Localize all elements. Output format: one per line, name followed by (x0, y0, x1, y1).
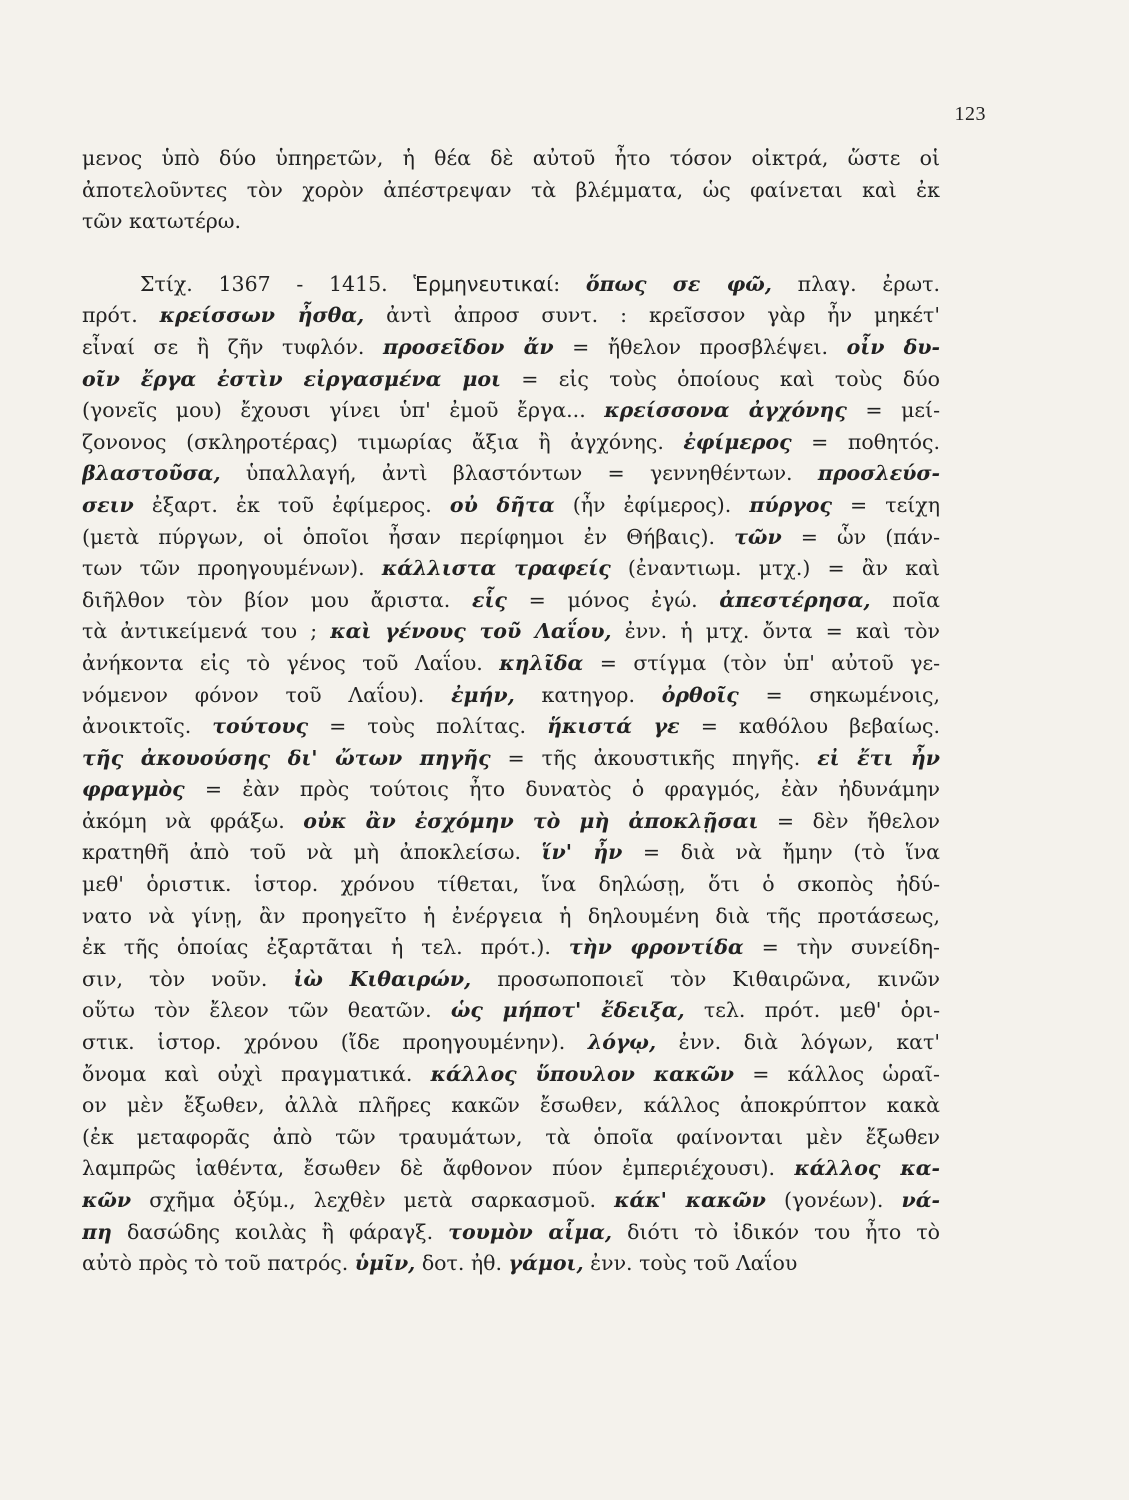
text-run: = τοὺς πολίτας. (308, 714, 548, 739)
lemma-term: ὀρθοῖς (661, 682, 739, 707)
text-run: διότι τὸ ἰδικόν του ἦτο τὸ (612, 1219, 940, 1244)
text-line (82, 269, 940, 301)
text-run: αὐτὸ πρὸς τὸ τοῦ πατρός. (82, 1251, 355, 1276)
text-line (82, 1248, 940, 1280)
lemma-term: κηλῖδα (499, 650, 584, 675)
text-run: (ἦν ἐφίμερος). (554, 492, 750, 517)
text-run: = τείχη (831, 492, 940, 517)
lemma-term: τῶν (734, 524, 782, 549)
text-line (82, 364, 940, 396)
lemma-term: ἥκιστά γε (547, 714, 680, 739)
lemma-term: γάμοι, (508, 1251, 584, 1276)
text-run: (ἐκ μεταφορᾶς ἀπὸ τῶν τραυμάτων, τὰ ὁποῖα φαίνονται μὲν ἔξωθεν (82, 1124, 940, 1149)
lemma-term: ὅπως σε φῶ, (585, 271, 772, 296)
text-run: μεθ' ὁριστικ. ἱστορ. χρόνου τίθεται, ἵνα δηλώσῃ, ὅτι ὁ σκοπὸς ἠδύ- (82, 872, 940, 897)
paragraph-gap (82, 238, 940, 269)
text-run: = διὰ νὰ ἤμην (τὸ ἵνα (622, 840, 940, 865)
text-run: = μόνος ἐγώ. (506, 587, 720, 612)
text-line (82, 585, 940, 617)
text-line (82, 427, 940, 459)
text-line (82, 206, 940, 238)
text-run: κρατηθῆ ἀπὸ τοῦ νὰ μὴ ἀποκλείσω. (82, 840, 542, 865)
page-number: 123 (954, 103, 986, 125)
lemma-term: οἶν δυ- (846, 334, 940, 359)
lemma-term: προσεῖδον ἄν (383, 334, 554, 359)
text-run: δασώδης κοιλὰς ἢ φάραγξ. (111, 1219, 449, 1244)
text-run: = στίγμα (τὸν ὑπ' αὐτοῦ γε- (583, 650, 940, 675)
text-run: = κάλλος ὡραῖ- (734, 1061, 940, 1086)
lemma-term: λόγῳ, (587, 1030, 657, 1055)
text-run: πλαγ. ἐρωτ. (771, 271, 940, 296)
lemma-term: κρείσσονα ἀγχόνης (604, 398, 847, 423)
text-run: εἶναί σε ἢ ζῆν τυφλόν. (82, 334, 384, 359)
text-run: δοτ. ἠθ. (415, 1251, 509, 1276)
text-run: στικ. ἱστορ. χρόνου (ἴδε προηγουμένην). (82, 1030, 588, 1055)
text-run: τελ. πρότ. μεθ' ὁρι- (684, 998, 940, 1023)
text-line (82, 553, 940, 585)
lemma-term: κάλλος κα- (794, 1156, 940, 1181)
text-line (82, 332, 940, 364)
text-line (82, 490, 940, 522)
text-run: πρότ. (82, 303, 160, 328)
lemma-term: πύργος (749, 492, 832, 517)
lemma-term: ἐφίμερος (683, 429, 792, 454)
lemma-term: κρείσσων ἦσθα, (159, 303, 365, 328)
text-run: ἐνν. ἡ μτχ. ὄντα = καὶ τὸν (611, 619, 940, 644)
lemma-term: τῆς ἀκουούσης δι' ὤτων πηγῆς (82, 745, 491, 770)
text-run: = δὲν ἤθελον (758, 808, 940, 833)
lemma-term: πη (82, 1219, 112, 1244)
text-run: νατο νὰ γίνῃ, ἂν προηγεῖτο ἡ ἐνέργεια ἡ δηλουμένη διὰ τῆς προτάσεως, (82, 903, 940, 928)
text-line (82, 300, 940, 332)
text-line (82, 964, 940, 996)
text-line (82, 1027, 940, 1059)
text-line (82, 932, 940, 964)
text-line (82, 837, 940, 869)
lemma-term: τούτους (212, 714, 309, 739)
text-run: διῆλθον τὸν βίον μου ἄριστα. (82, 587, 472, 612)
section-label: Ἑρμηνευτικαί (413, 271, 554, 296)
text-line (82, 1090, 940, 1122)
text-run: ὑπαλλαγή, ἀντὶ βλαστόντων = γεννηθέντων. (220, 461, 818, 486)
text-run: ἀντὶ ἀπροσ συντ. : κρεῖσσον γὰρ ἦν μηκέτ' (364, 303, 940, 328)
text-run: Στίχ. 1367 - 1415. (140, 271, 414, 296)
text-run: κατηγορ. (514, 682, 662, 707)
text-run: (γονέων). (765, 1188, 902, 1212)
text-line (82, 143, 940, 175)
text-line (82, 458, 940, 490)
text-run: ἐκ τῆς ὁποίας ἐξαρτᾶται ἡ τελ. πρότ.). (82, 935, 569, 960)
text-run: ἐνν. διὰ λόγων, κατ' (656, 1030, 940, 1055)
text-run: των τῶν προηγουμένων). (82, 556, 382, 581)
text-line (82, 395, 940, 427)
text-line (82, 711, 940, 743)
text-run: τῶν κατωτέρω. (82, 209, 241, 234)
lemma-term: νά- (901, 1188, 940, 1212)
text-line (82, 1153, 940, 1185)
lemma-term: ἀπεστέρησα, (719, 587, 871, 612)
text-line (82, 616, 940, 648)
text-run: νόμενον φόνον τοῦ Λαΐου). (82, 682, 452, 707)
lemma-term: ἐμήν, (451, 682, 515, 707)
text-run: (μετὰ πύργων, οἱ ὁποῖοι ἦσαν περίφημοι ἐν Θήβαις). (82, 524, 735, 549)
lemma-term: οὐ δῆτα (449, 492, 555, 517)
text-run: σχῆμα ὀξύμ., λεχθὲν μετὰ σαρκασμοῦ. (131, 1188, 615, 1212)
text-run: λαμπρῶς ἰαθέντα, ἔσωθεν δὲ ἄφθονον πύον ἐμπεριέχουσι). (82, 1156, 795, 1181)
text-run: ἐξαρτ. ἐκ τοῦ ἐφίμερος. (133, 492, 450, 517)
text-run: = ὧν (πάν- (781, 524, 940, 549)
lemma-term: τουμὸν αἷμα, (448, 1219, 613, 1244)
text-run: μενος ὑπὸ δύο ὑπηρετῶν, ἡ θέα δὲ αὐτοῦ ἦτο τόσον οἰκτρά, ὥστε οἱ (82, 146, 940, 170)
text-line (82, 522, 940, 554)
text-run: = ποθητός. (791, 429, 940, 454)
lemma-term: κάκ' κακῶν (614, 1188, 766, 1212)
lemma-term: ὡς μήποτ' ἔδειξα, (450, 998, 685, 1023)
text-run: ἀνοικτοῖς. (82, 714, 213, 739)
lemma-term: φραγμὸς (82, 777, 185, 802)
lemma-term: εἰ ἔτι ἦν (817, 745, 940, 770)
text-run: ἀποτελοῦντες τὸν χορὸν ἀπέστρεψαν τὰ βλέμματα, ὡς φαίνεται καὶ ἐκ (82, 177, 940, 202)
text-run: (ἐναντιωμ. μτχ.) = ἂν καὶ (610, 556, 940, 581)
text-run: ἐνν. τοὺς τοῦ Λαΐου (583, 1251, 798, 1276)
text-run: = μεί- (846, 398, 940, 423)
text-run: ον μὲν ἔξωθεν, ἀλλὰ πλῆρες κακῶν ἔσωθεν, κάλλος ἀποκρύπτον κακὰ (82, 1093, 940, 1118)
text-run: = ἤθελον προσβλέψει. (553, 334, 847, 359)
text-line (82, 743, 940, 775)
text-run: τὰ ἀντικείμενά του ; (82, 619, 331, 644)
text-run: = τὴν συνείδη- (743, 935, 940, 960)
text-run: = τῆς ἀκουστικῆς πηγῆς. (490, 745, 818, 770)
text-run: = ἐὰν πρὸς τούτοις ἦτο δυνατὸς ὁ φραγμός, ἐὰν ἠδυνάμην (184, 777, 940, 802)
lemma-term: οὐκ ἂν ἐσχόμην τὸ μὴ ἀποκλῇσαι (303, 808, 759, 833)
page-text (82, 143, 940, 1280)
lemma-term: κάλλος ὕπουλον κακῶν (430, 1061, 735, 1086)
text-line (82, 995, 940, 1027)
text-run: : (553, 271, 586, 296)
lemma-term: εἷς (472, 587, 507, 612)
lemma-term: βλαστοῦσα, (82, 461, 221, 486)
text-line (82, 1185, 940, 1217)
text-line (82, 1059, 940, 1091)
text-run: ποῖα (870, 587, 940, 612)
text-line (82, 1217, 940, 1249)
lemma-term: ἰὼ Κιθαιρών, (293, 966, 472, 991)
text-run: ἀκόμη νὰ φράξω. (82, 808, 304, 833)
lemma-term: οῖν ἔργα ἐστὶν εἰργασμένα μοι (82, 366, 501, 391)
lemma-term: κῶν (82, 1188, 132, 1212)
lemma-term: προσλεύσ- (817, 461, 940, 486)
lemma-term: κάλλιστα τραφείς (381, 556, 611, 581)
text-run: προσωποποιεῖ τὸν Κιθαιρῶνα, κινῶν (471, 966, 940, 991)
lemma-term: καὶ γένους τοῦ Λαΐου, (330, 619, 612, 644)
lemma-term: τὴν φροντίδα (568, 935, 744, 960)
text-line (82, 901, 940, 933)
lemma-term: ὑμῖν, (354, 1251, 416, 1276)
text-run: ζονονος (σκληροτέρας) τιμωρίας ἄξια ἢ ἀγχόνης. (82, 429, 684, 454)
text-line (82, 1122, 940, 1154)
text-line (82, 175, 940, 207)
text-line (82, 806, 940, 838)
text-run: = καθόλου βεβαίως. (679, 714, 940, 739)
text-line (82, 869, 940, 901)
text-run: = εἰς τοὺς ὁποίους καὶ τοὺς δύο (500, 366, 940, 391)
text-line (82, 648, 940, 680)
text-run: σιν, τὸν νοῦν. (82, 966, 294, 991)
text-run: = σηκωμένοις, (738, 682, 940, 707)
text-line (82, 680, 940, 712)
lemma-term: σειν (82, 492, 134, 517)
text-run: ἀνήκοντα εἰς τὸ γένος τοῦ Λαΐου. (82, 650, 500, 675)
text-run: οὕτω τὸν ἔλεον τῶν θεατῶν. (82, 998, 451, 1023)
text-line (82, 774, 940, 806)
lemma-term: ἵν' ἦν (541, 840, 623, 865)
text-run: ὄνομα καὶ οὐχὶ πραγματικά. (82, 1061, 431, 1086)
text-run: (γονεῖς μου) ἔχουσι γίνει ὑπ' ἐμοῦ ἔργα... (82, 398, 605, 423)
